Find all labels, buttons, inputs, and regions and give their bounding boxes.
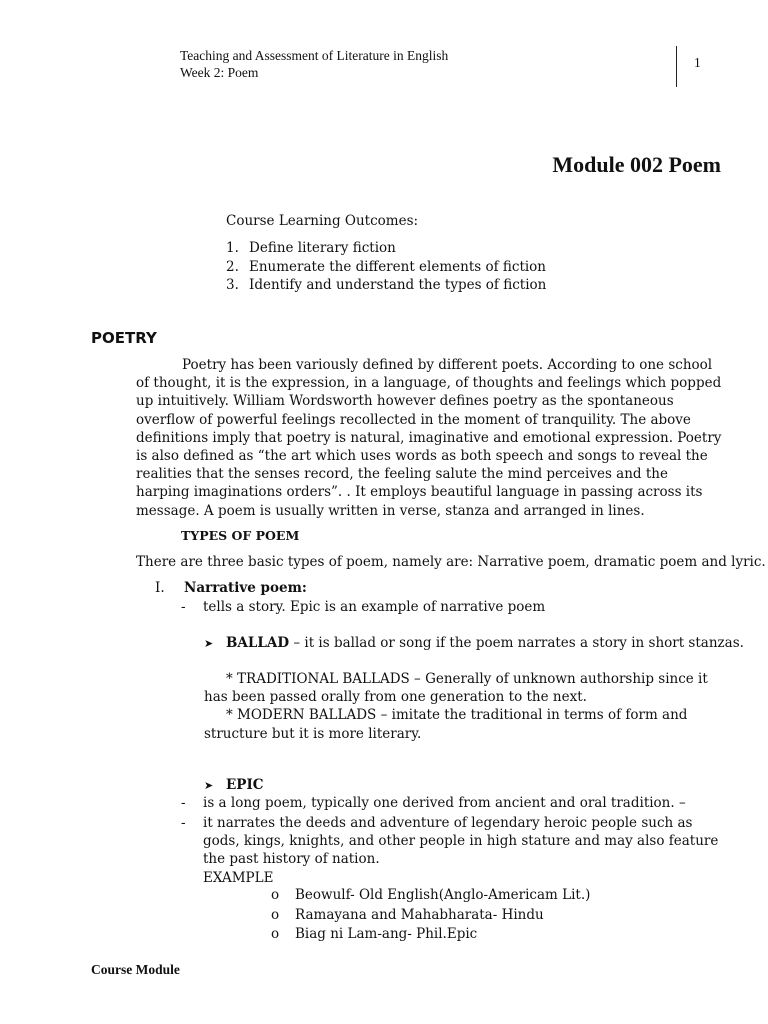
running-header bbox=[180, 47, 448, 81]
list-text: Define literary fiction bbox=[249, 240, 396, 256]
header-week: Week 2: Poem bbox=[180, 65, 259, 80]
list-item bbox=[271, 925, 590, 945]
list-number: 1. bbox=[226, 240, 239, 256]
list-item bbox=[271, 906, 590, 926]
section-heading: POETRY bbox=[91, 329, 157, 347]
dash-bullet: - bbox=[181, 795, 186, 811]
page-footer: Course Module bbox=[91, 962, 180, 977]
circle-bullet-icon: o bbox=[271, 906, 280, 923]
epic-heading bbox=[204, 777, 264, 793]
types-heading: TYPES OF POEM bbox=[181, 528, 300, 543]
header-divider bbox=[676, 46, 677, 87]
list-item bbox=[226, 276, 546, 295]
dash-bullet: - bbox=[181, 599, 186, 615]
list-text: Identify and understand the types of fiction bbox=[249, 277, 547, 293]
header-course-title: Teaching and Assessment of Literature in English bbox=[180, 48, 449, 63]
poetry-paragraph: Poetry has been variously defined by different poets. According to one school of thought, it is the expression, in a language, of thoughts and feelings which popped up intuitively. William Wordsworth however defines poetry as the spontaneous overflow of powerful feelings recollected in the moment of tranquility. The above definitions imply that poetry is natural, imaginative and emotional expression. Poetry is also defined as “the art which uses words as both speech and songs to reveal the realities that the senses record, the feeling salute the mind perceives and the harping imaginations orders”. . It employs beautiful language in passing across its message. A poem is usually written in verse, stanza and arranged in lines. bbox=[136, 357, 722, 519]
narrative-bullet bbox=[181, 599, 545, 615]
module-title: Module 002 Poem bbox=[552, 152, 721, 177]
example-text: Ramayana and Mahabharata- Hindu bbox=[295, 906, 544, 923]
ballad-types bbox=[204, 670, 724, 743]
narrative-heading bbox=[155, 580, 307, 596]
ballad-heading bbox=[204, 635, 744, 651]
ballad-text: – it is ballad or song if the poem narrates a story in short stanzas. bbox=[289, 635, 744, 651]
example-list bbox=[271, 886, 590, 945]
example-text: Biag ni Lam-ang- Phil.Epic bbox=[295, 926, 478, 942]
ballad-label: BALLAD bbox=[226, 635, 290, 651]
dash-bullet: - bbox=[181, 815, 186, 831]
list-item bbox=[226, 258, 546, 277]
example-label: EXAMPLE bbox=[203, 869, 274, 886]
arrow-bullet-icon: ➤ bbox=[204, 637, 214, 650]
traditional-ballads: * TRADITIONAL BALLADS – Generally of unknown authorship since it has been passed orally from one generation to the next. bbox=[204, 671, 708, 706]
outcomes-list bbox=[226, 239, 546, 295]
arrow-bullet-icon: ➤ bbox=[204, 779, 214, 792]
page-number: 1 bbox=[694, 55, 701, 70]
epic-label: EPIC bbox=[226, 777, 264, 793]
list-number: 2. bbox=[226, 258, 239, 275]
bullet-text: tells a story. Epic is an example of narrative poem bbox=[203, 599, 546, 615]
circle-bullet-icon: o bbox=[271, 887, 280, 903]
list-item bbox=[271, 886, 590, 906]
bullet-text: it narrates the deeds and adventure of legendary heroic people such as gods, kings, knights, and other people in high stature and may also feature the past history of nation. bbox=[203, 815, 719, 868]
types-intro: There are three basic types of poem, namely are: Narrative poem, dramatic poem and lyric. bbox=[136, 554, 766, 570]
circle-bullet-icon: o bbox=[271, 926, 280, 942]
example-text: Beowulf- Old English(Anglo-Americam Lit.) bbox=[295, 887, 591, 903]
epic-bullet-1 bbox=[181, 795, 686, 811]
epic-bullet-2 bbox=[181, 814, 721, 886]
roman-numeral: I. bbox=[155, 580, 165, 596]
list-text: Enumerate the different elements of fiction bbox=[249, 258, 547, 275]
modern-ballads: * MODERN BALLADS – imitate the traditional in terms of form and structure but it is more literary. bbox=[204, 707, 688, 742]
outcomes-title: Course Learning Outcomes: bbox=[226, 213, 419, 229]
narrative-title: Narrative poem: bbox=[184, 580, 307, 596]
bullet-text: is a long poem, typically one derived from ancient and oral tradition. – bbox=[203, 795, 686, 811]
list-item bbox=[226, 239, 546, 258]
list-number: 3. bbox=[226, 277, 239, 293]
